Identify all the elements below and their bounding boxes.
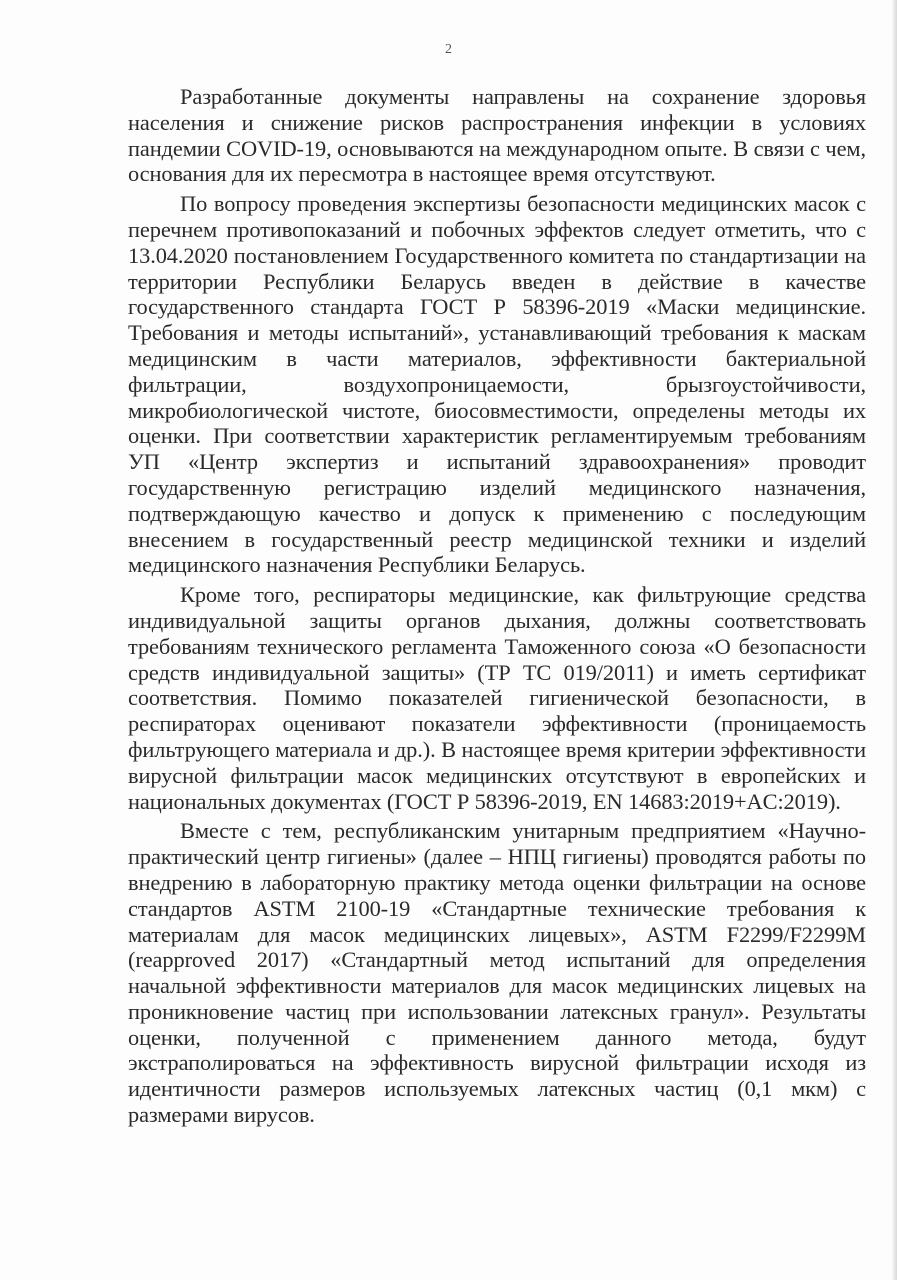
document-body (128, 84, 866, 1132)
page-number: 2 (445, 42, 452, 57)
scan-edge-shadow (891, 0, 897, 1280)
paragraph-respirators: Кроме того, респираторы медицинские, как фильтрующие средства индивидуальной защиты органов дыхания, должны соответствовать требованиям технического регламента Таможенного союза «О безопасности средств индивидуальной защиты» (ТР ТС 019/2011) и иметь сертификат соответствия. Помимо показателей гигиенической безопасности, в респираторах оценивают показатели эффективности (проницаемость фильтрующего материала и др.). В настоящее время критерии эффективности вирусной фильтрации масок медицинских отсутствуют в европейских и национальных документах (ГОСТ Р 58396-2019, EN 14683:2019+AC:2019). (128, 582, 866, 814)
paragraph-covid-documents: Разработанные документы направлены на сохранение здоровья населения и снижение рисков распространения инфекции в условиях пандемии COVID-19, основываются на международном опыте. В связи с чем, основания для их пересмотра в настоящее время отсутствуют. (128, 84, 866, 187)
paragraph-mask-expertise: По вопросу проведения экспертизы безопасности медицинских масок с перечнем противопоказаний и побочных эффектов следует отметить, что с 13.04.2020 постановлением Государственного комитета по стандартизации на территории Республики Беларусь введен в действие в качестве государственного стандарта ГОСТ Р 58396-2019 «Маски медицинские. Требования и методы испытаний», устанавливающий требования к маскам медицинским в части материалов, эффективности бактериальной фильтрации, воздухопроницаемости, брызгоустойчивости, микробиологической чистоте, биосовместимости, определены методы их оценки. При соответствии характеристик регламентируемым требованиям УП «Центр экспертиз и испытаний здравоохранения» проводит государственную регистрацию изделий медицинского назначения, подтверждающую качество и допуск к применению с последующим внесением в государственный реестр медицинской техники и изделий медицинского назначения Республики Беларусь. (128, 191, 866, 578)
paragraph-filtration-method: Вместе с тем, республиканским унитарным предприятием «Научно-практический центр гигиены» (далее – НПЦ гигиены) проводятся работы по внедрению в лабораторную практику метода оценки фильтрации на основе стандартов ASTM 2100-19 «Стандартные технические требования к материалам для масок медицинских лицевых», ASTM F2299/F2299M (reapproved 2017) «Стандартный метод испытаний для определения начальной эффективности материалов для масок медицинских лицевых на проникновение частиц при использовании латексных гранул». Результаты оценки, полученной с применением данного метода, будут экстраполироваться на эффективность вирусной фильтрации исходя из идентичности размеров используемых латексных частиц (0,1 мкм) с размерами вирусов. (128, 818, 866, 1128)
